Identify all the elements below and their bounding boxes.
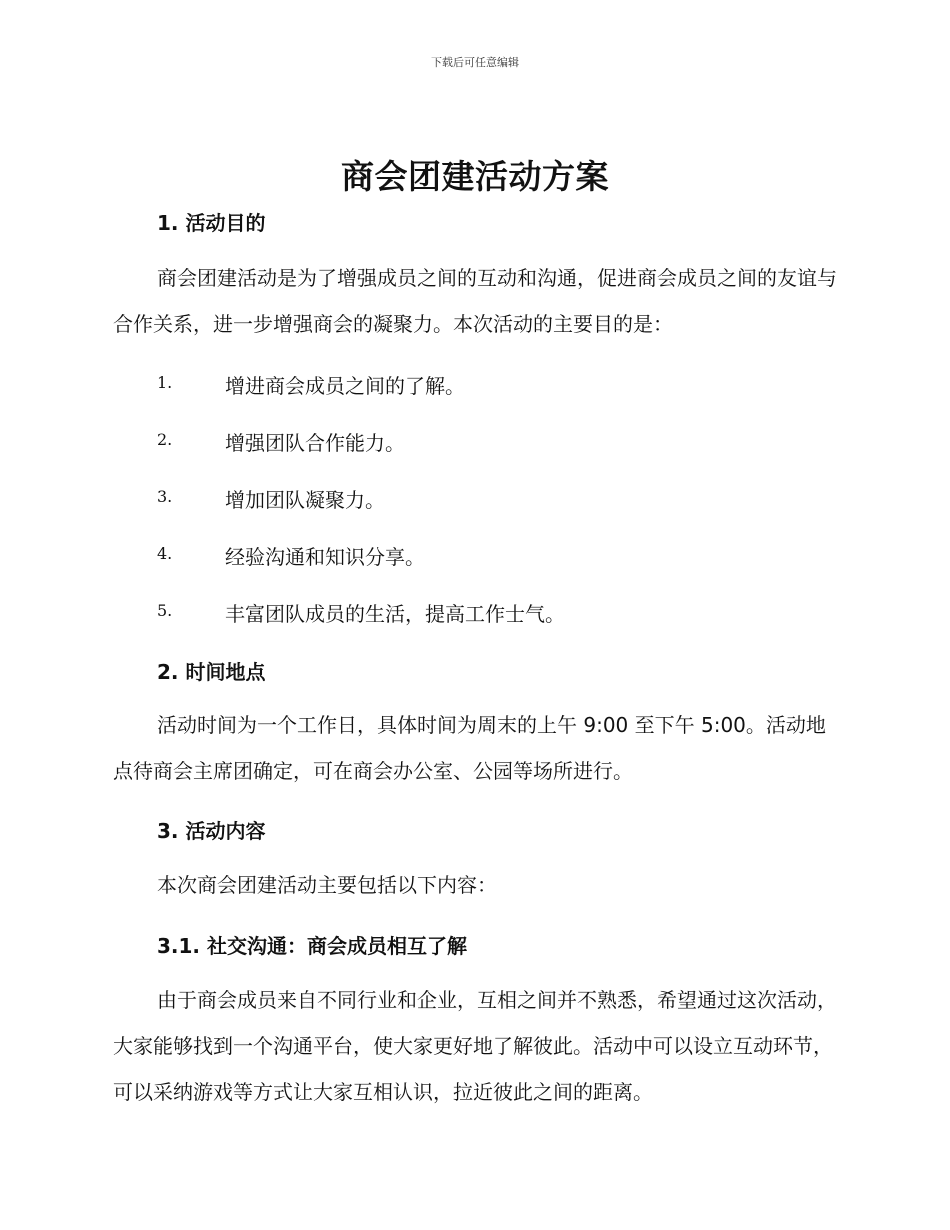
list-item-text: 经验沟通和知识分享。 bbox=[225, 545, 425, 569]
purpose-intro-paragraph: 商会团建活动是为了增强成员之间的互动和沟通，促进商会成员之间的友谊与合作关系，进一步增强商会的凝聚力。本次活动的主要目的是： bbox=[113, 266, 837, 336]
list-item-number: 4. bbox=[157, 544, 173, 563]
social-paragraph: 由于商会成员来自不同行业和企业，互相之间并不熟悉，希望通过这次活动，大家能够找到一个沟通平台，使大家更好地了解彼此。活动中可以设立互动环节，可以采纳游戏等方式让大家互相认识，拉近彼此之间的距离。 bbox=[113, 988, 837, 1104]
list-item-text: 丰富团队成员的生活，提高工作士气。 bbox=[225, 602, 565, 626]
document-title: 商会团建活动方案 bbox=[341, 157, 609, 196]
list-item-text: 增进商会成员之间的了解。 bbox=[225, 374, 465, 398]
list-item-text: 增强团队合作能力。 bbox=[225, 431, 405, 455]
header-note: 下载后可任意编辑 bbox=[431, 56, 519, 69]
list-item-number: 5. bbox=[157, 601, 173, 620]
list-item-number: 1. bbox=[157, 373, 173, 392]
section-heading-content: 3. 活动内容 bbox=[157, 819, 266, 843]
section-heading-time-place: 2. 时间地点 bbox=[157, 660, 266, 684]
list-item-number: 3. bbox=[157, 487, 173, 506]
section-heading-purpose: 1. 活动目的 bbox=[157, 211, 266, 235]
list-item-number: 2. bbox=[157, 430, 173, 449]
time-place-paragraph: 活动时间为一个工作日，具体时间为周末的上午 9:00 至下午 5:00。活动地点待商会主席团确定，可在商会办公室、公园等场所进行。 bbox=[113, 713, 826, 783]
content-intro-paragraph: 本次商会团建活动主要包括以下内容： bbox=[157, 873, 497, 897]
subsection-heading-social: 3.1. 社交沟通：商会成员相互了解 bbox=[157, 934, 467, 958]
list-item-text: 增加团队凝聚力。 bbox=[225, 488, 385, 512]
